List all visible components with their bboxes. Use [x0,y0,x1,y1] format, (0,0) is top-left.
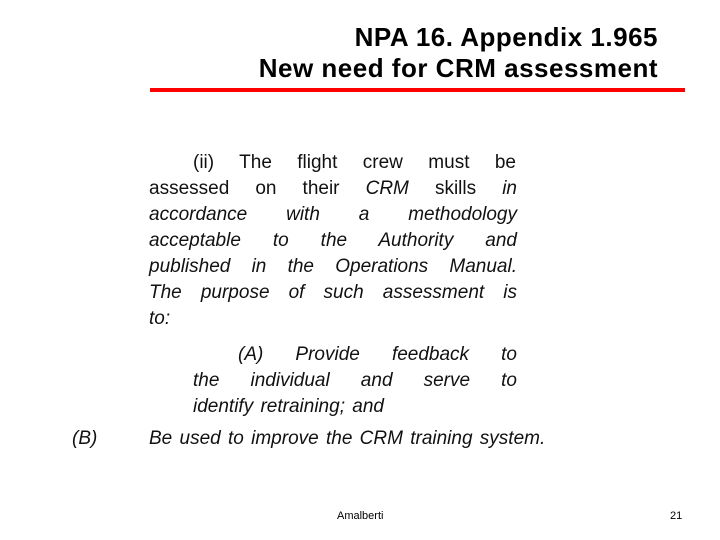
paragraph-ii-line-2-upright: assessed on their [149,178,366,199]
paragraph-ii-line-2-skills: skills [408,178,503,199]
title-line-1: NPA 16. Appendix 1.965 [354,22,658,52]
paragraph-ii-line-2-crm: CRM [365,178,409,199]
paragraph-ii-line-1: (ii) The flight crew must be [193,152,516,173]
paragraph-ii-line-2-italic: in [502,178,517,199]
item-b-text: Be used to improve the CRM training system. [149,428,546,449]
title-line-2: New need for CRM assessment [258,53,658,83]
item-a-line-2: the individual and serve to [193,370,517,391]
item-a-line-3: identify retraining; and [193,396,384,417]
paragraph-ii-line-7: to: [149,308,171,329]
item-b-label: (B) [72,428,98,449]
paragraph-ii-line-5: published in the Operations Manual. [149,256,517,277]
item-a-line-1: (A) Provide feedback to [238,344,517,365]
paragraph-ii-line-2 [149,176,517,202]
paragraph-ii-line-3: accordance with a methodology [149,204,517,225]
paragraph-ii-line-6: The purpose of such assessment is [149,282,517,303]
footer-page-number: 21 [670,510,683,522]
paragraph-ii-line-4: acceptable to the Authority and [149,230,517,251]
footer-author: Amalberti [337,510,384,522]
